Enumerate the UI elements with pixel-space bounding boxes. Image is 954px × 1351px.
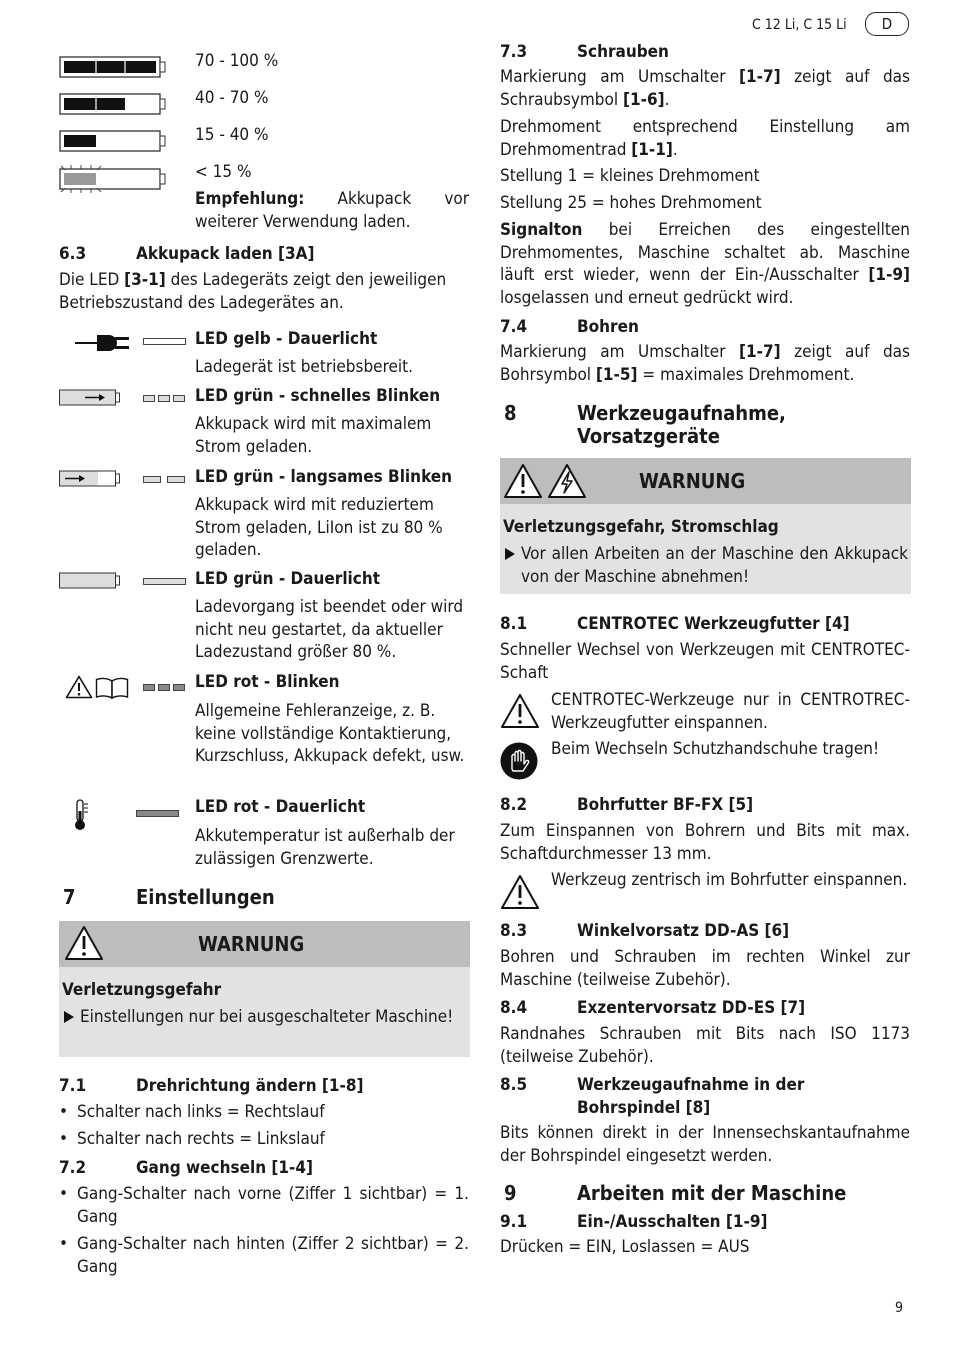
warning-title: WARNUNG xyxy=(639,469,746,493)
section-number: 6.3 xyxy=(59,244,87,264)
paragraph xyxy=(500,116,910,161)
list-item xyxy=(59,1183,469,1228)
section-number: 8.5 xyxy=(500,1075,528,1095)
section-title: Exzentervorsatz DD-ES [7] xyxy=(577,998,806,1018)
recommendation-label: Empfehlung: xyxy=(195,189,305,209)
section-title: Einstellungen xyxy=(136,885,275,909)
warning-item xyxy=(62,1006,467,1029)
section-title: Akkupack laden [3A] xyxy=(136,244,315,264)
section-title: Gang wechseln [1-4] xyxy=(136,1158,314,1178)
warning-box xyxy=(500,458,911,594)
section-9-1-heading xyxy=(500,1211,910,1234)
battery-full-icon xyxy=(59,572,123,590)
reference-label: [1-5] xyxy=(595,364,638,385)
paragraph: Randnahes Schrauben mit Bits nach ISO 1173 (teilweise Zubehör). xyxy=(500,1024,910,1067)
reference-label: [3-1] xyxy=(124,270,166,290)
text: Markierung am Umschalter xyxy=(500,67,739,87)
reference-label: [1-7] xyxy=(739,67,781,87)
battery-level-label: 15 - 40 % xyxy=(195,125,269,145)
led-state-title: LED grün - Dauerlicht xyxy=(195,569,381,589)
paragraph xyxy=(500,341,910,386)
paragraph: Drücken = EIN, Loslassen = AUS xyxy=(500,1237,750,1257)
section-title: Bohrfutter BF-FX [5] xyxy=(577,795,754,815)
reference-label: [1-9] xyxy=(868,265,910,285)
paragraph: Stellung 1 = kleines Drehmoment xyxy=(500,166,760,186)
reference-label: [1-7] xyxy=(739,342,781,362)
battery-medium-icon xyxy=(59,93,169,117)
paragraph: Zum Einspannen von Bohrern und Bits mit max. Schaftdurchmesser 13 mm. xyxy=(500,821,910,864)
text: = maximales Drehmoment. xyxy=(637,364,855,385)
paragraph: Stellung 25 = hohes Drehmoment xyxy=(500,193,762,213)
warning-triangle-icon xyxy=(64,925,104,961)
list-item-text: Schalter nach links = Rechtslauf xyxy=(77,1102,325,1122)
section-8-heading xyxy=(500,402,910,448)
section-title: Winkelvorsatz DD-AS [6] xyxy=(577,921,790,941)
section-title: Drehrichtung ändern [1-8] xyxy=(136,1076,364,1096)
section-number: 8.1 xyxy=(500,614,528,634)
list-item-text: Gang-Schalter nach hinten (Ziffer 2 sichtbar) = 2. Gang xyxy=(77,1234,469,1277)
battery-level-row xyxy=(59,48,469,78)
warning-triangle-icon xyxy=(500,693,540,729)
section-number: 8.2 xyxy=(500,795,528,815)
battery-level-row xyxy=(59,85,469,115)
page-number: 9 xyxy=(895,1300,904,1316)
text: losgelassen und erneut gedrückt wird. xyxy=(500,287,794,308)
warning-triangle-icon xyxy=(500,874,540,910)
led-state-title: LED gelb - Dauerlicht xyxy=(195,329,378,349)
note-text: Werkzeug zentrisch im Bohrfutter einspannen. xyxy=(551,870,908,890)
section-title: Werkzeugaufnahme in der Bohrspindel [8] xyxy=(577,1075,805,1118)
battery-level-label: 70 - 100 % xyxy=(195,51,279,71)
list-item-text: Schalter nach rechts = Linkslauf xyxy=(77,1129,325,1149)
note-text: CENTROTEC-Werkzeuge nur in CENTROTREC-Werkzeugfutter einspannen. xyxy=(551,690,910,733)
battery-low-icon xyxy=(59,130,169,154)
battery-full-icon xyxy=(59,56,169,80)
section-6-3-heading xyxy=(59,243,469,266)
intro-text: des Ladegeräts zeigt den jeweiligen Betriebszustand des Ladegerätes an. xyxy=(59,270,447,313)
warning-header xyxy=(500,458,911,504)
warning-item xyxy=(503,543,908,588)
section-6-3-intro xyxy=(59,269,469,314)
text: Markierung am Umschalter xyxy=(500,342,739,362)
play-triangle-icon xyxy=(62,1006,80,1028)
led-slow-blink-indicator xyxy=(143,476,187,484)
warning-item-text: Einstellungen nur bei ausgeschalteter Maschine! xyxy=(80,1007,454,1027)
text: . xyxy=(672,139,678,160)
bullet-dot: • xyxy=(59,1184,69,1204)
led-state-title: LED rot - Dauerlicht xyxy=(195,797,366,817)
section-number: 8.4 xyxy=(500,998,528,1018)
battery-charging-icon xyxy=(59,470,123,488)
text: Drehmoment entsprechend Einstellung am Drehmomentrad xyxy=(500,117,910,160)
led-state-title: LED grün - langsames Blinken xyxy=(195,467,453,487)
reference-label: [1-1] xyxy=(631,139,673,160)
led-fast-blink-indicator xyxy=(143,684,187,692)
bullet-dot: • xyxy=(59,1129,69,1149)
battery-level-row xyxy=(59,122,469,152)
battery-level-label: < 15 % xyxy=(195,162,252,182)
list-item-text: Gang-Schalter nach vorne (Ziffer 1 sichtbar) = 1. Gang xyxy=(77,1184,469,1227)
led-state-desc: Akkutemperatur ist außerhalb der zulässigen Grenzwerte. xyxy=(195,826,455,869)
led-state-title: LED grün - schnelles Blinken xyxy=(195,386,441,406)
language-badge: D xyxy=(865,12,909,36)
led-state-desc: Ladevorgang ist beendet oder wird nicht neu gestartet, da aktueller Ladezustand größer 80 %. xyxy=(195,597,464,662)
led-steady-indicator xyxy=(143,578,187,586)
model-label: C 12 Li, C 15 Li xyxy=(752,17,847,33)
section-7-2-heading xyxy=(59,1157,469,1180)
section-number: 7.4 xyxy=(500,317,528,337)
paragraph: Bohren und Schrauben im rechten Winkel zur Maschine (teilweise Zubehör). xyxy=(500,947,910,990)
reference-label: [1-6] xyxy=(622,89,665,110)
list-item xyxy=(59,1101,469,1124)
section-number: 8 xyxy=(504,401,517,425)
text: bei Erreichen des eingestellten Drehmomentes, Maschine schaltet ab. Maschine läuft erst wieder, wenn der Ein-/Ausschalter xyxy=(500,220,910,285)
section-title: Schrauben xyxy=(577,42,669,62)
section-8-2-heading xyxy=(500,794,910,817)
warning-title: WARNUNG xyxy=(198,932,305,956)
battery-charging-icon xyxy=(59,389,123,407)
section-7-heading xyxy=(59,886,469,909)
section-8-3-heading xyxy=(500,920,910,943)
section-7-1-heading xyxy=(59,1075,469,1098)
warning-triangle-icon xyxy=(503,463,543,499)
section-title: Bohren xyxy=(577,317,639,337)
electric-shock-icon xyxy=(547,463,587,499)
paragraph: Bits können direkt in der Innensechskantaufnahme der Bohrspindel eingesetzt werden. xyxy=(500,1123,910,1166)
page-header xyxy=(752,12,910,36)
list-item xyxy=(59,1128,469,1151)
section-8-5-heading xyxy=(500,1074,910,1119)
battery-level-label: 40 - 70 % xyxy=(195,88,269,108)
text: zeigt auf das Bohrsymbol xyxy=(500,342,910,385)
led-state-title: LED rot - Blinken xyxy=(195,672,340,692)
section-number: 9 xyxy=(504,1181,517,1205)
text: zeigt auf das Schraubsymbol xyxy=(500,67,910,110)
bullet-dot: • xyxy=(59,1102,69,1122)
section-9-heading xyxy=(500,1182,910,1205)
battery-critical-icon xyxy=(59,165,169,193)
section-number: 8.3 xyxy=(500,921,528,941)
battery-level-row xyxy=(59,159,469,239)
led-steady-indicator xyxy=(136,810,180,818)
warning-subtitle: Verletzungsgefahr xyxy=(62,980,222,1000)
warning-header xyxy=(59,921,470,967)
thermometer-icon xyxy=(72,799,92,831)
led-state-desc: Akkupack wird mit reduziertem Strom geladen, LiIon ist zu 80 % geladen. xyxy=(195,495,443,560)
intro-text: Die LED xyxy=(59,270,125,290)
section-title: Ein-/Ausschalten [1-9] xyxy=(577,1212,768,1232)
warning-item-text: Vor allen Arbeiten an der Maschine den Akkupack von der Maschine abnehmen! xyxy=(521,544,908,587)
section-title: Arbeiten mit der Maschine xyxy=(577,1181,847,1205)
manual-book-icon xyxy=(95,677,129,699)
section-8-4-heading xyxy=(500,997,910,1020)
section-number: 7.3 xyxy=(500,42,528,62)
paragraph: Schneller Wechsel von Werkzeugen mit CENTROTEC-Schaft xyxy=(500,640,910,683)
led-fast-blink-indicator xyxy=(143,395,187,403)
recommendation-text: Akkupack vor weiterer Verwendung laden. xyxy=(195,189,469,232)
led-state-desc: Allgemeine Fehleranzeige, z. B. keine vollständige Kontaktierung, Kurzschluss, Akkupack defekt, usw. xyxy=(195,701,465,766)
battery-recommendation xyxy=(195,188,469,233)
battery-level-list xyxy=(59,48,469,238)
warning-triangle-icon xyxy=(65,675,93,699)
section-title: CENTROTEC Werkzeugfutter [4] xyxy=(577,614,850,634)
led-state-desc: Ladegerät ist betriebsbereit. xyxy=(195,357,414,377)
paragraph xyxy=(500,66,910,111)
section-number: 9.1 xyxy=(500,1212,528,1232)
list-item xyxy=(59,1233,469,1278)
section-number: 7.1 xyxy=(59,1076,87,1096)
led-state-list xyxy=(59,328,469,873)
signal-label: Signalton xyxy=(500,220,583,240)
section-number: 7 xyxy=(63,885,76,909)
section-7-4-heading xyxy=(500,316,910,339)
warning-subtitle: Verletzungsgefahr, Stromschlag xyxy=(503,517,779,537)
section-8-1-heading xyxy=(500,613,910,636)
section-7-3-heading xyxy=(500,41,910,64)
led-steady-indicator xyxy=(143,338,187,346)
section-title: Werkzeugaufnahme, Vorsatzgeräte xyxy=(577,401,786,448)
led-state-desc: Akkupack wird mit maximalem Strom geladen. xyxy=(195,414,432,457)
warning-box xyxy=(59,921,470,1057)
bullet-dot: • xyxy=(59,1234,69,1254)
play-triangle-icon xyxy=(503,543,521,565)
text: . xyxy=(664,89,670,110)
protective-gloves-icon xyxy=(500,742,538,780)
paragraph xyxy=(500,219,910,309)
section-number: 7.2 xyxy=(59,1158,87,1178)
charger-plug-icon xyxy=(75,332,135,354)
note-text: Beim Wechseln Schutzhandschuhe tragen! xyxy=(551,739,880,759)
